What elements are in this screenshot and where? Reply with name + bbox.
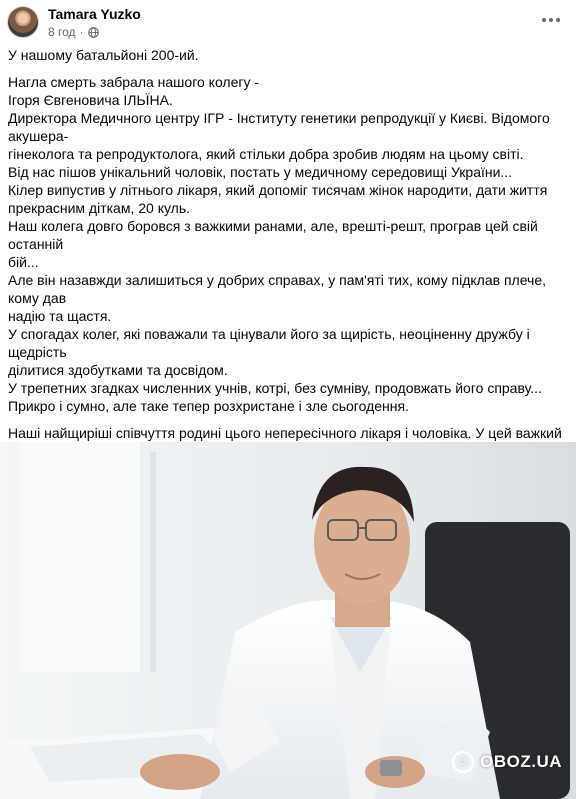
text-line: Директора Медичного центру ІГР - Інституту генетики репродукції у Києві. Відомого акушера- [8, 110, 550, 144]
text-line: Наш колега довго боровся з важкими ранами, але, врешті-решт, програв цей свій останній [8, 218, 538, 252]
meta-separator: · [79, 25, 84, 39]
post-meta [48, 25, 99, 39]
text-line: Кілер випустив у літнього лікаря, який допоміг тисячам жінок народити, дати життя [8, 182, 548, 198]
text-line: Але він назавжди залишиться у добрих справах, у пам'яті тих, кому підклав плече, кому дав [8, 272, 546, 306]
text-line: ділитися здобутками та досвідом. [8, 362, 228, 378]
post-time[interactable]: 8 год [48, 25, 76, 39]
post-header [0, 0, 576, 44]
text-line: Прикро і сумно, але таке тепер розхристане і зле сьогодення. [8, 398, 409, 414]
text-line: Наші найщиріші співчуття родині цього непересічного лікаря і чоловіка. У цей важкий [8, 425, 562, 441]
text-line: бій... [8, 254, 39, 270]
oboz-logo-icon: ☺ [452, 751, 474, 773]
text-line: гінеколога та репродуктолога, який стільки добра зробив людям на цьому світі. [8, 146, 524, 162]
text-line: У спогадах колег, які поважали та цінували його за щирість, неоціненну дружбу і щедрість [8, 326, 530, 360]
avatar[interactable] [7, 6, 39, 38]
author-name[interactable]: Tamara Yuzko [48, 6, 141, 22]
text-line: Нагла смерть забрала нашого колегу - [8, 74, 260, 90]
paragraph [8, 73, 568, 415]
paragraph [8, 46, 568, 64]
globe-icon[interactable] [88, 27, 99, 38]
text-line: Ігоря Євгеновича ІЛЬЇНА. [8, 92, 173, 108]
text-line: У нашому батальйоні 200-ий. [8, 47, 199, 63]
text-line: надію та щастя. [8, 308, 112, 324]
text-line: Від нас пішов унікальний чоловік, постать у медичному середовищі України... [8, 164, 513, 180]
text-line: прекрасним діткам, 20 куль. [8, 200, 191, 216]
watermark-text: OBOZ.UA [480, 752, 562, 771]
more-horizontal-icon[interactable] [540, 12, 562, 28]
doctor-portrait-image [0, 442, 576, 799]
oboz-watermark [452, 751, 562, 773]
post-photo[interactable] [0, 442, 576, 799]
text-line: У трепетних згадках численних учнів, котрі, без сумніву, продовжать його справу... [8, 380, 542, 396]
